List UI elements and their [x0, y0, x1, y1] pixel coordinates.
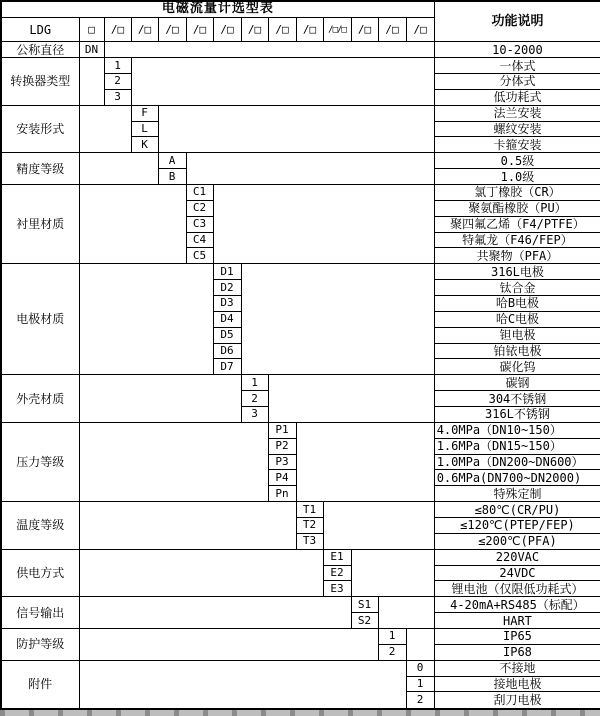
option-desc: 法兰安装 [434, 105, 600, 121]
title-row [1, 1, 600, 17]
filler-cell [186, 153, 434, 185]
model-code-box: /□ [104, 17, 131, 41]
function-column-header: 功能说明 [434, 1, 600, 42]
option-row [1, 502, 600, 518]
filler-cell [79, 184, 186, 263]
option-code: 1 [241, 375, 268, 391]
option-code: C3 [186, 216, 213, 232]
filler-cell [79, 264, 213, 375]
model-code-box: /□ [406, 17, 434, 41]
option-code: D5 [213, 327, 241, 343]
filler-cell [79, 58, 104, 106]
filler-cell [158, 105, 434, 153]
option-desc: 分体式 [434, 73, 600, 89]
option-row [1, 105, 600, 121]
option-code: S1 [351, 597, 378, 613]
option-code: 1 [378, 629, 406, 645]
option-desc: 哈C电极 [434, 311, 600, 327]
option-code: P3 [268, 454, 296, 470]
option-code: DN [79, 42, 104, 58]
option-row [1, 549, 600, 565]
option-desc: 钽电极 [434, 327, 600, 343]
model-code-box: /□/□ [323, 17, 351, 41]
option-row [1, 660, 600, 676]
option-code: F [131, 105, 158, 121]
option-desc: 0.5级 [434, 153, 600, 169]
option-desc: 220VAC [434, 549, 600, 565]
option-desc: IP65 [434, 629, 600, 645]
filler-cell [378, 597, 434, 629]
option-desc: 螺纹安装 [434, 121, 600, 137]
group-label: 温度等级 [1, 502, 79, 550]
option-desc: 4.0MPa（DN10~150） [434, 422, 600, 438]
filler-cell [406, 629, 434, 661]
option-desc: 接地电极 [434, 676, 600, 692]
option-code: D1 [213, 264, 241, 280]
option-desc: 1.6MPa（DN15~150） [434, 438, 600, 454]
option-desc: ≤120℃(PTEP/FEP) [434, 518, 600, 534]
option-desc: IP68 [434, 644, 600, 660]
model-code-box: /□ [378, 17, 406, 41]
option-code: T3 [296, 533, 323, 549]
filler-cell [296, 422, 434, 501]
option-desc: 1.0MPa（DN200~DN600） [434, 454, 600, 470]
group-label: 防护等级 [1, 629, 79, 661]
option-desc: 4-20mA+RS485（标配） [434, 597, 600, 613]
option-code: B [158, 169, 186, 185]
filler-cell [323, 502, 434, 550]
option-desc: 304不锈钢 [434, 391, 600, 407]
option-desc: 卡箍安装 [434, 137, 600, 153]
option-desc: 聚四氟乙烯（F4/PTFE） [434, 216, 600, 232]
model-code-box: /□ [268, 17, 296, 41]
model-code-box: /□ [186, 17, 213, 41]
option-code: P2 [268, 438, 296, 454]
filler-cell [131, 58, 434, 106]
group-label: 压力等级 [1, 422, 79, 501]
option-row [1, 264, 600, 280]
option-code: K [131, 137, 158, 153]
filler-cell [79, 502, 296, 550]
model-prefix: LDG [1, 17, 79, 41]
filler-cell [79, 660, 406, 709]
filler-cell [241, 264, 434, 375]
group-label: 外壳材质 [1, 375, 79, 423]
option-code: 0 [406, 660, 434, 676]
option-desc: 钛合金 [434, 280, 600, 296]
option-desc: ≤80℃(CR/PU) [434, 502, 600, 518]
option-row [1, 184, 600, 200]
group-label: 衬里材质 [1, 184, 79, 263]
option-desc: 316L电极 [434, 264, 600, 280]
option-desc: 碳化钨 [434, 359, 600, 375]
option-desc: 低功耗式 [434, 89, 600, 105]
option-code: 2 [406, 692, 434, 709]
filler-cell [268, 375, 434, 423]
option-desc: 聚氨酯橡胶（PU） [434, 200, 600, 216]
option-code: D6 [213, 343, 241, 359]
option-desc: 特殊定制 [434, 486, 600, 502]
group-label: 附件 [1, 660, 79, 709]
option-desc: 碳钢 [434, 375, 600, 391]
filler-cell [79, 549, 323, 597]
option-code: 1 [406, 676, 434, 692]
option-code: 3 [104, 89, 131, 105]
option-code: C2 [186, 200, 213, 216]
option-desc: HART [434, 613, 600, 629]
option-row [1, 422, 600, 438]
option-desc: 刮刀电极 [434, 692, 600, 709]
model-code-box: /□ [213, 17, 241, 41]
option-code: D2 [213, 280, 241, 296]
group-label: 供电方式 [1, 549, 79, 597]
option-code: 1 [104, 58, 131, 74]
option-code: A [158, 153, 186, 169]
option-code: C4 [186, 232, 213, 248]
filler-cell [79, 629, 378, 661]
option-code: T1 [296, 502, 323, 518]
filler-cell [79, 422, 268, 501]
page-title: 电磁流量计选型表 [1, 1, 434, 17]
option-code: D4 [213, 311, 241, 327]
option-desc: 0.6MPa(DN700~DN2000) [434, 470, 600, 486]
option-row [1, 597, 600, 613]
option-code: D7 [213, 359, 241, 375]
filler-cell [79, 597, 351, 629]
option-code: E1 [323, 549, 351, 565]
model-code-box: /□ [241, 17, 268, 41]
option-code: E3 [323, 581, 351, 597]
option-code: S2 [351, 613, 378, 629]
option-code: 2 [378, 644, 406, 660]
option-code: L [131, 121, 158, 137]
option-code: E2 [323, 565, 351, 581]
option-desc: 氯丁橡胶（CR） [434, 184, 600, 200]
option-desc: 共聚物（PFA） [434, 248, 600, 264]
option-desc: 不接地 [434, 660, 600, 676]
group-label: 转换器类型 [1, 58, 79, 106]
option-desc: 铂铱电极 [434, 343, 600, 359]
option-desc: ≤200℃(PFA) [434, 533, 600, 549]
model-base-box: □ [79, 17, 104, 41]
model-code-box: /□ [296, 17, 323, 41]
option-code: 3 [241, 406, 268, 422]
option-code: 2 [104, 73, 131, 89]
filler-cell [351, 549, 434, 597]
group-label: 公称直径 [1, 42, 79, 58]
option-code: T2 [296, 518, 323, 534]
option-row [1, 58, 600, 74]
option-row [1, 375, 600, 391]
model-code-box: /□ [351, 17, 378, 41]
bottom-edge-strip [0, 710, 600, 716]
filler-cell [213, 184, 434, 263]
model-code-box: /□ [158, 17, 186, 41]
group-label: 信号输出 [1, 597, 79, 629]
option-desc: 哈B电极 [434, 295, 600, 311]
group-label: 电极材质 [1, 264, 79, 375]
filler-cell [79, 375, 241, 423]
group-label: 安装形式 [1, 105, 79, 153]
option-code: D3 [213, 295, 241, 311]
option-code: Pn [268, 486, 296, 502]
option-desc: 1.0级 [434, 169, 600, 185]
option-desc: 特氟龙（F46/FEP） [434, 232, 600, 248]
group-label: 精度等级 [1, 153, 79, 185]
model-code-box: /□ [131, 17, 158, 41]
diameter-row [1, 42, 600, 58]
option-row [1, 629, 600, 645]
option-row [1, 153, 600, 169]
option-code: P4 [268, 470, 296, 486]
option-desc: 锂电池（仅限低功耗式） [434, 581, 600, 597]
option-code: 2 [241, 391, 268, 407]
option-desc: 24VDC [434, 565, 600, 581]
option-code: C5 [186, 248, 213, 264]
filler-cell [104, 42, 434, 58]
option-code: P1 [268, 422, 296, 438]
option-desc: 10-2000 [434, 42, 600, 58]
option-desc: 一体式 [434, 58, 600, 74]
filler-cell [79, 105, 131, 153]
filler-cell [79, 153, 158, 185]
option-code: C1 [186, 184, 213, 200]
option-desc: 316L不锈钢 [434, 406, 600, 422]
